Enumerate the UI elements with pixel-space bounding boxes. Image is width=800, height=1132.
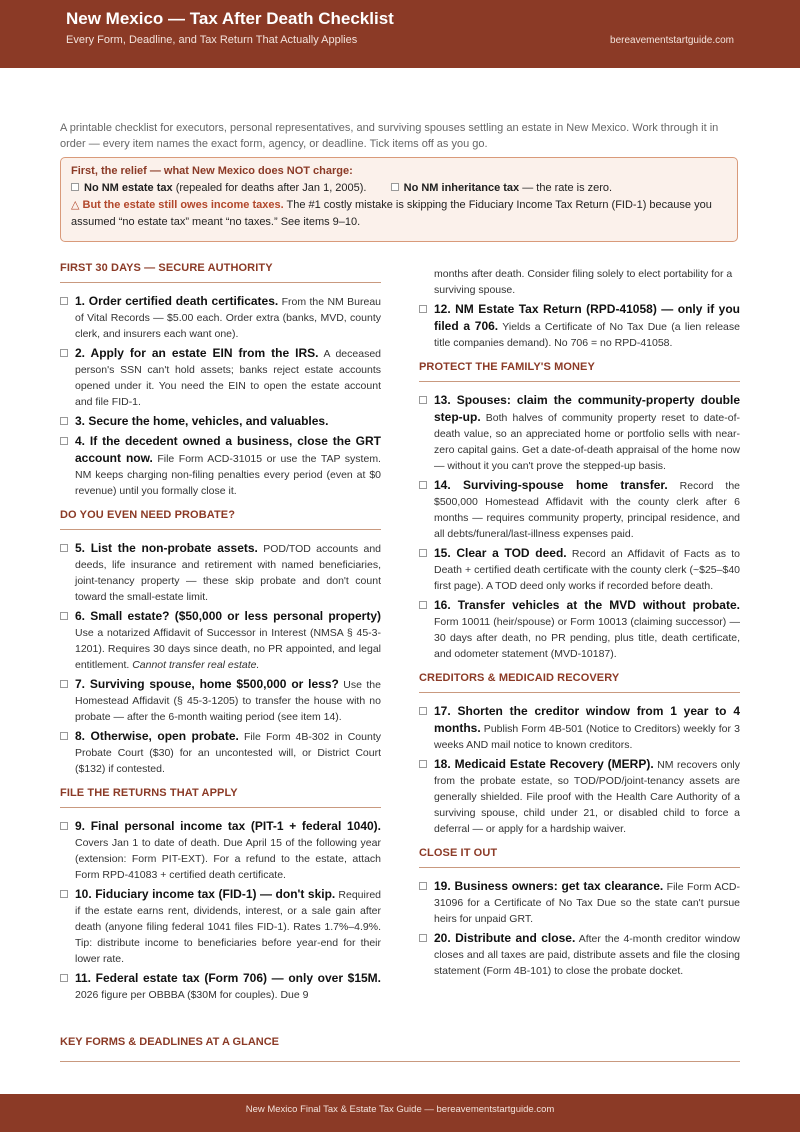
item-lead: 20. Distribute and close. [434, 931, 576, 945]
item-text: Both halves of community property reset to date-of-death value, so an appreciated home or portfolio sells with near-zero capital gains. Get a date-of-death appraisal of the home now — without it you can't prove the stepped-up basis. [434, 412, 740, 472]
checklist-item [419, 878, 740, 927]
checkbox[interactable] [60, 680, 68, 688]
item-text: Use a notarized Affidavit of Successor in Interest (NMSA § 45-3-1201). Requires 30 days since death, no PR appointed, and legal entitlement. [75, 627, 381, 671]
item-text: Use the Homestead Affidavit (§ 45-3-1205) to transfer the house with no probate — after the 6-month waiting period (see item 14). [75, 679, 381, 723]
checkbox[interactable] [60, 349, 68, 357]
item-lead: 7. Surviving spouse, home $500,000 or less? [75, 677, 339, 691]
checkbox[interactable] [419, 549, 427, 557]
item-lead: 9. Final personal income tax (PIT-1 + federal 1040). [75, 819, 381, 833]
checkbox[interactable] [419, 882, 427, 890]
checkbox[interactable] [419, 707, 427, 715]
checklist-item [419, 477, 740, 542]
item-text: File Form 4B-302 in County Probate Court ($30) for an uncontested will, or District Court ($132) if contested. [75, 731, 381, 775]
checklist-item [419, 392, 740, 474]
item-text: NM recovers only from the probate estate, so TOD/POD/joint-tenancy assets are generally shielded. File proof with the Health Care Authority of a surviving spouse, child under 21, or disabled child to force a deferral — or apply for a hardship waiver. [434, 759, 740, 835]
checkbox[interactable] [391, 183, 399, 191]
checklist-item [60, 345, 381, 410]
checklist-item [60, 433, 381, 499]
checkbox[interactable] [60, 974, 68, 982]
site-name: bereavementstartguide.com [610, 35, 734, 46]
item-text: Publish Form 4B-501 (Notice to Creditors) weekly for 3 weeks AND mail notice to known creditors. [434, 723, 740, 751]
checkbox[interactable] [60, 544, 68, 552]
item-text: Covers Jan 1 to date of death. Due April 15 of the following year (extension: Form PIT-EXT). For a refund to the estate, attach Form RPD-41083 + certified death certificate. [75, 837, 381, 881]
page-footer: New Mexico Final Tax & Estate Tax Guide — bereavementstartguide.com [0, 1094, 800, 1132]
checkbox[interactable] [71, 183, 79, 191]
relief-heading: First, the relief — what New Mexico does NOT charge: [71, 165, 353, 177]
checklist-item [419, 301, 740, 351]
checkbox[interactable] [60, 890, 68, 898]
checklist-item [419, 545, 740, 594]
checklist-item [60, 293, 381, 342]
item-lead: 12. NM Estate Tax Return (RPD-41058) — only if you filed a 706. [434, 302, 740, 333]
warning-heading: △ But the estate still owes income taxes. [71, 199, 284, 211]
checklist-item [419, 597, 740, 662]
no-inheritance-tax: No NM inheritance tax [403, 182, 520, 194]
relief-box [60, 157, 738, 242]
checkbox[interactable] [60, 417, 68, 425]
item-lead: 1. Order certified death certificates. [75, 294, 279, 308]
item-lead: 13. Spouses: claim the community-property double step-up. [434, 393, 740, 424]
checkbox[interactable] [60, 732, 68, 740]
section-heading: CREDITORS & MEDICAID RECOVERY [419, 672, 740, 693]
left-column [60, 262, 381, 1006]
relief-warning [71, 197, 727, 231]
item-text: Required if the estate earns rent, dividends, interest, or a sale gain after death (anyone filing federal 1041 files FID-1). Rates 1.7%–4.9%. Tip: distribute income to beneficiaries before year-end for their lower rate. [75, 889, 382, 965]
item-text: File Form ACD-31015 or use the TAP system. NM keeps charging non-filing penalties every period (even at $0 revenue) until you formally close it. [75, 453, 381, 497]
item-text: After the 4-month creditor window closes and all taxes are paid, distribute assets and file the closing statement (Form 4B-101) to close the probate docket. [434, 933, 740, 977]
item-text: Record the $500,000 Homestead Affidavit with the county clerk after 6 months — requires community property, principal residence, and all debts/funeral/last-illness expenses paid. [434, 480, 741, 540]
item-lead: 18. Medicaid Estate Recovery (MERP). [434, 757, 654, 771]
item-lead: 17. Shorten the creditor window from 1 year to 4 months. [434, 704, 740, 735]
checkbox[interactable] [60, 437, 68, 445]
no-estate-tax: No NM estate tax [84, 182, 173, 194]
checkbox[interactable] [419, 760, 427, 768]
section-heading: FIRST 30 DAYS — SECURE AUTHORITY [60, 262, 381, 283]
item-lead: 11. Federal estate tax (Form 706) — only over $15M. [75, 971, 381, 985]
checkbox[interactable] [419, 481, 427, 489]
checklist-item [419, 703, 740, 753]
section-heading: DO YOU EVEN NEED PROBATE? [60, 509, 381, 530]
page-subtitle: Every Form, Deadline, and Tax Return That Actually Applies [66, 34, 358, 46]
item-text: POD/TOD accounts and deeds, life insurance and retirement with named beneficiaries, joint-tenancy property — these skip probate and don't count toward the small-estate limit. [75, 543, 381, 603]
no-estate-tax-note: (repealed for deaths after Jan 1, 2005). [175, 182, 367, 194]
intro-text: A printable checklist for executors, personal representatives, and surviving spouses settling an estate in New Mexico. Work through it in order — every item names the exact form, agency, or deadline. Tick items off as you go. [60, 122, 719, 150]
item-lead: 4. If the decedent owned a business, close the GRT account now. [75, 434, 381, 465]
item-text: A deceased person's SSN can't hold assets; banks reject estate accounts opened under it. You need the EIN to open the estate account and file FID-1. [75, 348, 382, 408]
page-header [0, 0, 800, 68]
item-lead: 2. Apply for an estate EIN from the IRS. [75, 346, 319, 360]
item-continuation: months after death. Consider filing solely to elect portability for a surviving spouse. [434, 268, 733, 296]
checklist-item [60, 540, 381, 605]
item-text: File Form ACD-31096 for a Certificate of No Tax Due so the state can't pursue heirs for unpaid GRT. [434, 881, 740, 925]
item-lead: 15. Clear a TOD deed. [434, 546, 567, 560]
item-text: Form 10011 (heir/spouse) or Form 10013 (claiming successor) — 30 days after death, no PR pending, plus title, death certificate, and odometer statement (MVD-10187). [434, 616, 740, 660]
item-lead: 8. Otherwise, open probate. [75, 729, 239, 743]
checklist-item [60, 970, 381, 1003]
item-lead: 10. Fiduciary income tax (FID-1) — don't skip. [75, 887, 336, 901]
item-lead: 3. Secure the home, vehicles, and valuables. [75, 414, 329, 428]
checkbox[interactable] [60, 297, 68, 305]
page-title: New Mexico — Tax After Death Checklist [66, 9, 394, 28]
checklist-item [60, 608, 381, 673]
item-text: 2026 figure per OBBBA ($30M for couples). Due 9 [75, 989, 309, 1001]
checkbox[interactable] [60, 822, 68, 830]
checklist-item [60, 886, 381, 967]
checkbox[interactable] [419, 396, 427, 404]
relief-line [71, 180, 727, 197]
item-text: From the NM Bureau of Vital Records — $5.00 each. Order extra (banks, MVD, county clerk, and insurers each want one). [75, 296, 381, 340]
section-heading: KEY FORMS & DEADLINES AT A GLANCE [60, 1036, 740, 1062]
section-heading: CLOSE IT OUT [419, 847, 740, 868]
checklist-item [60, 818, 381, 883]
item-note: Cannot transfer real estate. [132, 659, 260, 671]
item-text: Yields a Certificate of No Tax Due (a lien release title companies demand). No 706 = no RPD-41058. [434, 321, 740, 349]
item-lead: 5. List the non-probate assets. [75, 541, 258, 555]
item-lead: 6. Small estate? ($50,000 or less personal property) [75, 609, 381, 623]
checkbox[interactable] [419, 601, 427, 609]
section-heading: PROTECT THE FAMILY'S MONEY [419, 361, 740, 382]
checkbox[interactable] [419, 934, 427, 942]
section-heading: FILE THE RETURNS THAT APPLY [60, 787, 381, 808]
no-inheritance-tax-note: — the rate is zero. [522, 182, 613, 194]
checklist-item [60, 676, 381, 725]
item-lead: 19. Business owners: get tax clearance. [434, 879, 664, 893]
item-lead: 14. Surviving-spouse home transfer. [434, 478, 668, 492]
checkbox[interactable] [419, 305, 427, 313]
checklist-item [419, 930, 740, 979]
right-column [419, 266, 740, 982]
checkbox[interactable] [60, 612, 68, 620]
checklist-item [419, 756, 740, 837]
item-lead: 16. Transfer vehicles at the MVD without probate. [434, 598, 740, 612]
item-text: Record an Affidavit of Facts as to Death + certified death certificate with the county clerk (~$25–$40 first page). A TOD deed only works if recorded before death. [434, 548, 740, 592]
checklist-item [60, 413, 381, 430]
warning-text: The #1 costly mistake is skipping the Fiduciary Income Tax Return (FID-1) because you assumed “no estate tax” meant “no taxes.” See items 9–10. [71, 199, 712, 228]
checklist-item [60, 728, 381, 777]
